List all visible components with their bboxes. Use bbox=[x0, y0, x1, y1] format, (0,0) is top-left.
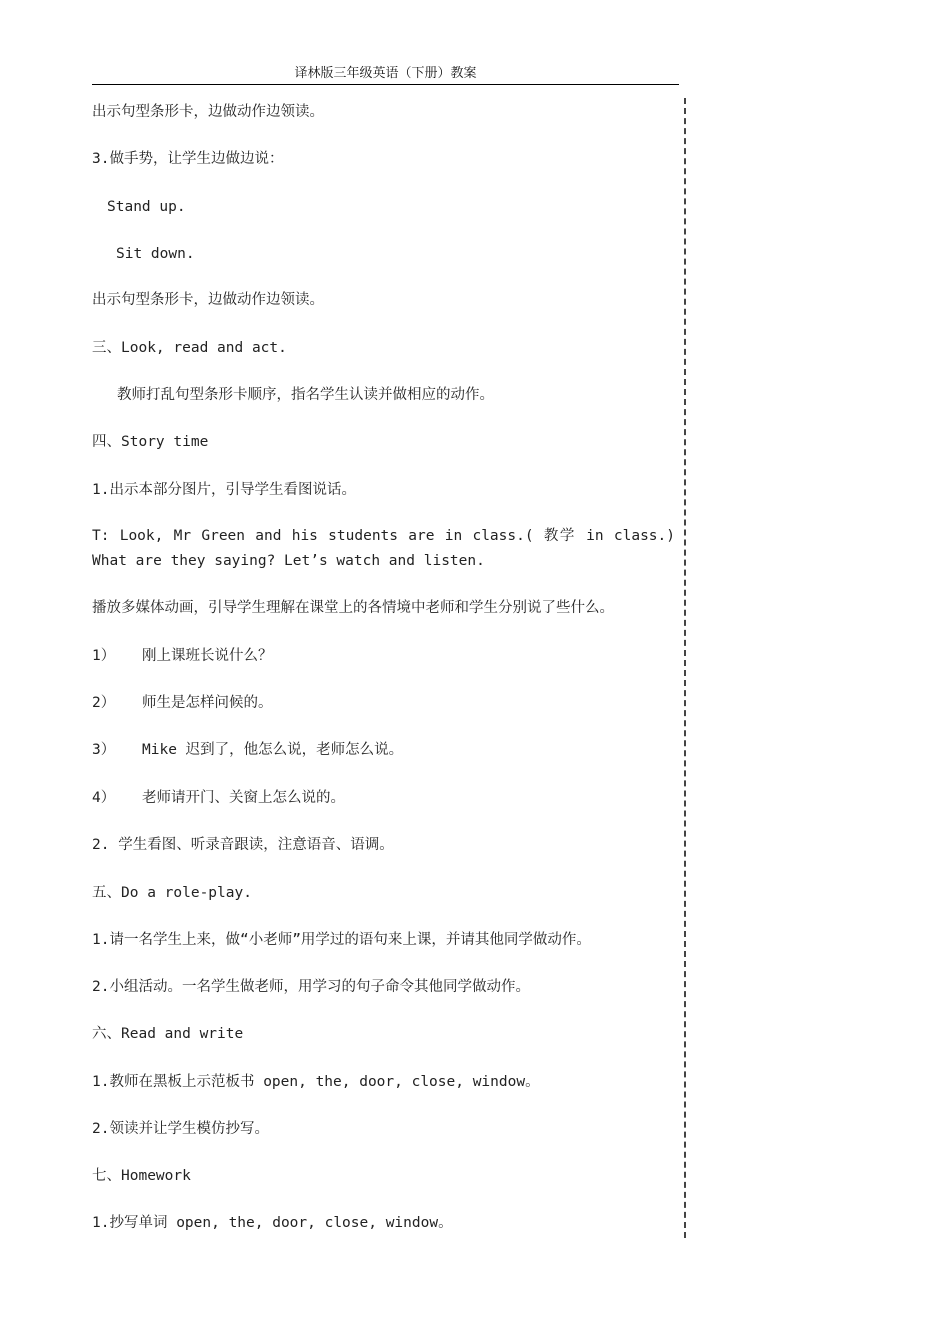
section-heading: 六、Read and write bbox=[92, 1026, 244, 1042]
text-line: 出示句型条形卡，边做动作边领读。 bbox=[92, 292, 324, 308]
text-line: 1.抄写单词 open, the, door, close, window。 bbox=[92, 1215, 453, 1231]
question-number: 1） bbox=[92, 648, 116, 664]
text-line: Sit down. bbox=[116, 246, 195, 262]
text-line: 2.领读并让学生模仿抄写。 bbox=[92, 1121, 269, 1137]
question-number: 4） bbox=[92, 790, 116, 806]
text-line: 1.请一名学生上来，做“小老师”用学过的语句来上课，并请其他同学做动作。 bbox=[92, 932, 591, 948]
question-item bbox=[92, 741, 403, 759]
text-line: 出示句型条形卡，边做动作边领读。 bbox=[92, 104, 324, 120]
question-item bbox=[92, 694, 273, 712]
page-header-title: 译林版三年级英语（下册）教案 bbox=[92, 66, 679, 85]
section-heading: 三、Look, read and act. bbox=[92, 340, 287, 356]
question-text: Mike 迟到了，他怎么说，老师怎么说。 bbox=[142, 742, 404, 758]
text-line: 2.小组活动。一名学生做老师，用学习的句子命令其他同学做动作。 bbox=[92, 979, 530, 995]
section-heading: 五、Do a role-play. bbox=[92, 885, 252, 901]
section-heading: 七、Homework bbox=[92, 1168, 191, 1184]
section-heading: 四、Story time bbox=[92, 434, 209, 450]
question-text: 师生是怎样问候的。 bbox=[142, 695, 273, 711]
text-line: Stand up. bbox=[107, 199, 186, 215]
question-text: 老师请开门、关窗上怎么说的。 bbox=[142, 790, 345, 806]
question-number: 2） bbox=[92, 695, 116, 711]
text-line: 3.做手势，让学生边做边说： bbox=[92, 151, 284, 167]
question-item bbox=[92, 647, 273, 665]
question-text: 刚上课班长说什么？ bbox=[142, 648, 273, 664]
question-item bbox=[92, 789, 345, 807]
text-paragraph: T: Look, Mr Green and his students are in class.( 教学 in class.) What are they saying? Let’s watch and listen. bbox=[92, 528, 675, 569]
text-line: 教师打乱句型条形卡顺序，指名学生认读并做相应的动作。 bbox=[117, 387, 494, 403]
text-line: 1.出示本部分图片，引导学生看图说话。 bbox=[92, 482, 356, 498]
text-line: 播放多媒体动画，引导学生理解在课堂上的各情境中老师和学生分别说了些什么。 bbox=[92, 600, 614, 616]
margin-dashed-rule bbox=[684, 98, 686, 1238]
text-line: 2. 学生看图、听录音跟读，注意语音、语调。 bbox=[92, 837, 394, 853]
text-line: 1.教师在黑板上示范板书 open, the, door, close, window。 bbox=[92, 1074, 540, 1090]
question-number: 3） bbox=[92, 742, 116, 758]
